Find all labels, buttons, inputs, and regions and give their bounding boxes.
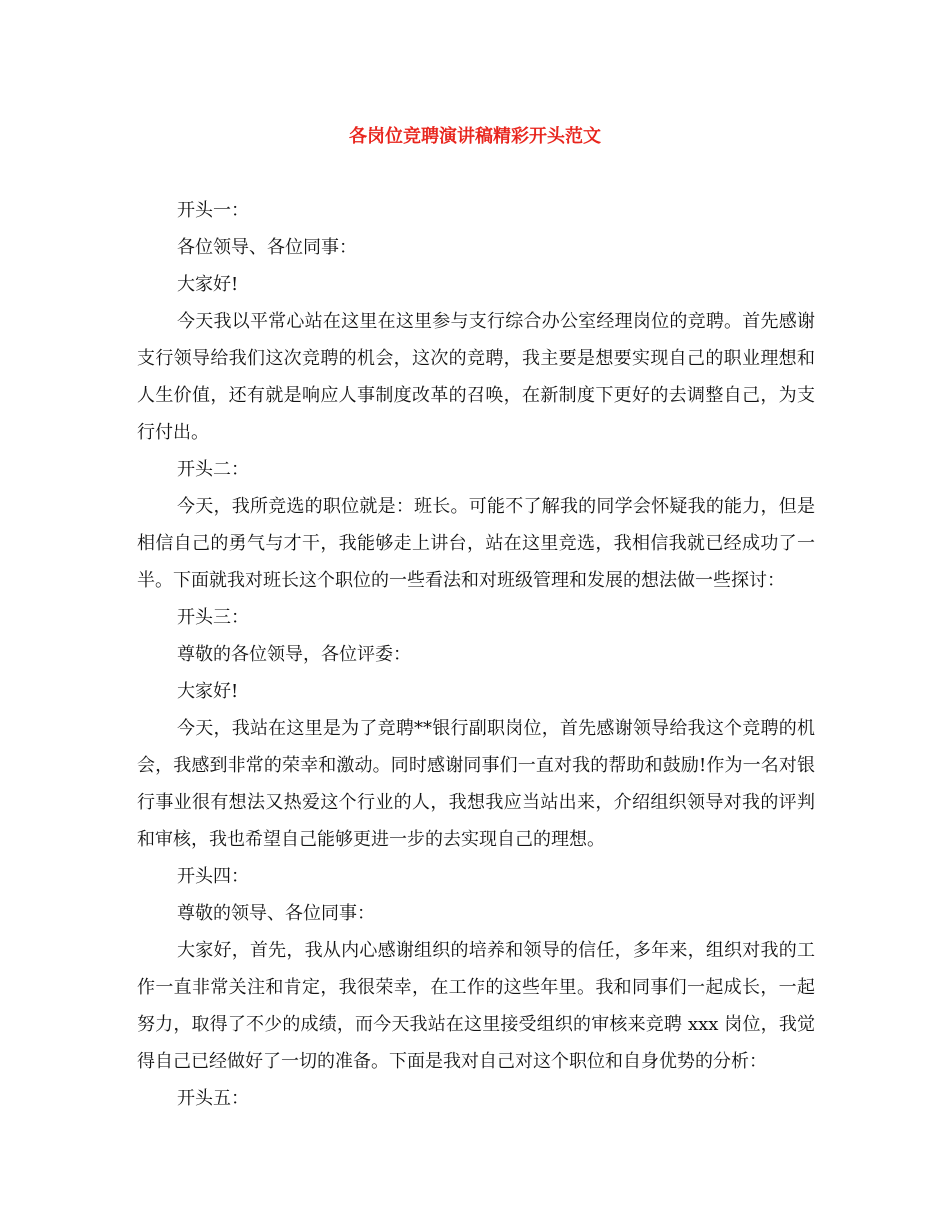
paragraph: 大家好，首先，我从内心感谢组织的培养和领导的信任，多年来，组织对我的工作一直非常关注和肯定，我很荣幸，在工作的这些年里。我和同事们一起成长，一起努力，取得了不少的成绩，而今天我站在这里接受组织的审核来竞聘 xxx 岗位，我觉得自己已经做好了一切的准备。下面是我对自己对这个职位和自身优势的分析：: [137, 940, 815, 1072]
paragraph: 开头五：: [177, 1088, 249, 1109]
paragraph: 开头二：: [177, 459, 249, 480]
document-title: 各岗位竞聘演讲稿精彩开头范文: [349, 126, 601, 147]
paragraph: 今天，我所竞选的职位就是：班长。可能不了解我的同学会怀疑我的能力，但是相信自己的勇气与才干，我能够走上讲台，站在这里竞选，我相信我就已经成功了一半。下面就我对班长这个职位的一些看法和对班级管理和发展的想法做一些探讨：: [137, 496, 815, 591]
paragraph: 尊敬的领导、各位同事：: [177, 903, 375, 924]
document-body: [137, 192, 815, 1117]
paragraph: 今天我以平常心站在这里在这里参与支行综合办公室经理岗位的竞聘。首先感谢支行领导给我们这次竞聘的机会，这次的竞聘，我主要是想要实现自己的职业理想和人生价值，还有就是响应人事制度改革的召唤，在新制度下更好的去调整自己，为支行付出。: [137, 311, 815, 443]
paragraph: 开头四：: [177, 866, 249, 887]
paragraph: 各位领导、各位同事：: [177, 237, 357, 258]
paragraph: 尊敬的各位领导，各位评委：: [177, 644, 411, 665]
paragraph: 大家好!: [177, 274, 239, 295]
paragraph: 大家好!: [177, 681, 239, 702]
paragraph: 开头一：: [177, 200, 249, 221]
paragraph: 开头三：: [177, 607, 249, 628]
paragraph: 今天，我站在这里是为了竞聘**银行副职岗位，首先感谢领导给我这个竞聘的机会，我感到非常的荣幸和激动。同时感谢同事们一直对我的帮助和鼓励!作为一名对银行事业很有想法又热爱这个行业的人，我想我应当站出来，介绍组织领导对我的评判和审核，我也希望自己能够更进一步的去实现自己的理想。: [137, 718, 815, 850]
